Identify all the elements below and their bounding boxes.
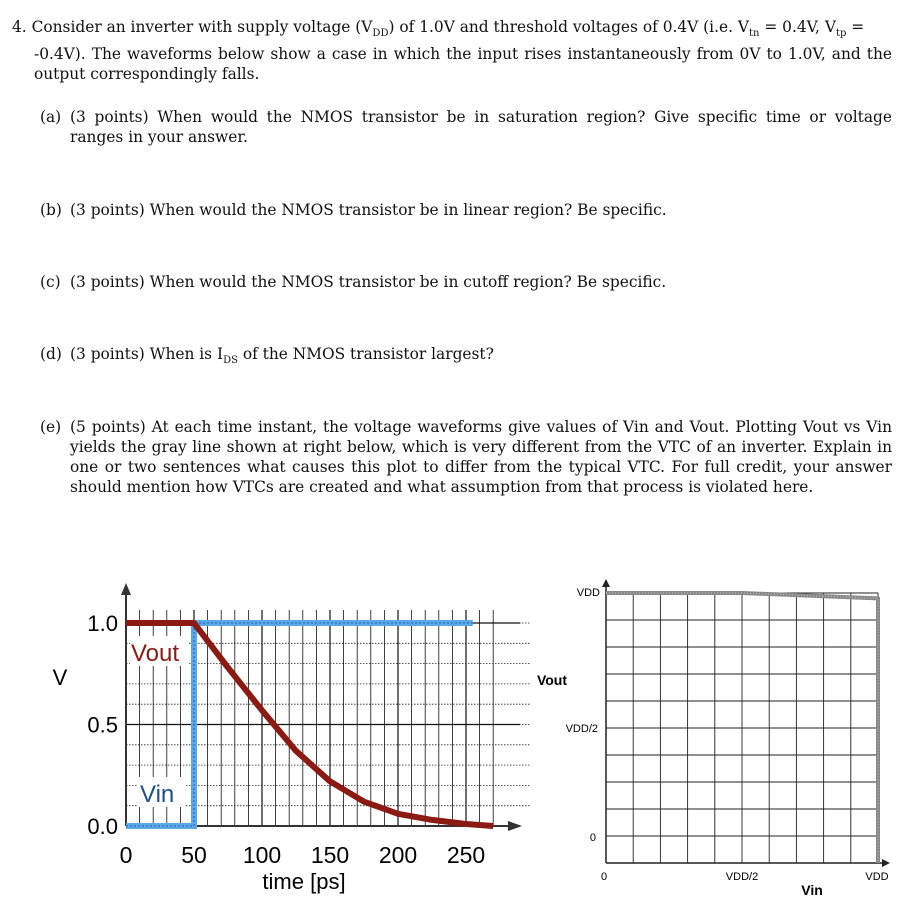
vtc-y-tick-label: VDD xyxy=(576,587,600,599)
vtc-y-tick-label: 0 xyxy=(589,832,596,844)
vtp-subscript: tp xyxy=(835,28,847,40)
vtc-y-axis-label: Vout xyxy=(536,672,568,688)
vtc-x-axis-label: Vin xyxy=(801,882,823,898)
vtc-x-arrow xyxy=(882,859,890,867)
vtp-eq: = xyxy=(846,18,865,36)
question-number: 4. xyxy=(12,18,27,36)
ids-subscript: DS xyxy=(223,355,238,367)
waveform-labels xyxy=(53,611,486,894)
part-c-label: (c) xyxy=(40,273,61,291)
vtc-labels xyxy=(537,587,889,898)
x-tick-label: 0 xyxy=(119,842,133,868)
part-a-label: (a) xyxy=(40,108,62,126)
part-e xyxy=(40,417,892,497)
y-tick-label: 1.0 xyxy=(87,611,118,636)
x-tick-label: 200 xyxy=(378,842,418,868)
part-d-label: (d) xyxy=(40,345,62,363)
vtc-axes xyxy=(602,579,890,867)
vtc-x-tick-label: 0 xyxy=(600,871,608,883)
part-e-label: (e) xyxy=(40,418,62,436)
question-4 xyxy=(12,17,892,84)
y-axis-label: V xyxy=(52,665,68,690)
vtn-eq: = 0.4V, V xyxy=(759,18,836,36)
vout-legend-label: Vout xyxy=(131,640,180,667)
part-b-text: (3 points) When would the NMOS transistor be in linear region? Be specific. xyxy=(70,201,667,219)
question-intro-rest: -0.4V). The waveforms below show a case in which the input rises instantaneously from 0V to 1.0V, and the output correspondingly falls. xyxy=(34,45,892,84)
vin-legend-label: Vin xyxy=(140,781,175,808)
x-tick-label: 250 xyxy=(446,842,486,868)
part-d xyxy=(40,344,892,371)
part-c xyxy=(40,272,892,292)
vtc-grid xyxy=(606,593,878,863)
vtc-x-tick-label: VDD xyxy=(865,871,889,883)
y-axis-arrow xyxy=(121,583,131,595)
vtc-x-tick-label: VDD/2 xyxy=(725,871,759,883)
vdd-subscript: DD xyxy=(372,28,389,40)
x-axis-arrow xyxy=(508,821,522,831)
vtc-chart xyxy=(530,575,910,905)
x-tick-label: 100 xyxy=(242,842,282,868)
question-intro-1b: ) of 1.0V and threshold voltages of 0.4V (i.e. V xyxy=(388,18,749,36)
part-d-text: (3 points) When is $I_{DS}$ of the NMOS transistor largest? xyxy=(70,345,494,367)
vtn-subscript: tn xyxy=(749,28,760,40)
y-tick-label: 0.5 xyxy=(87,712,118,738)
y-tick-label: 0.0 xyxy=(87,814,118,839)
question-intro-1: Consider an inverter with supply voltage (V xyxy=(31,18,373,36)
part-b xyxy=(40,200,892,220)
vtc-y-arrow xyxy=(602,579,610,587)
vtc-y-tick-label: VDD/2 xyxy=(565,723,598,735)
x-tick-label: 50 xyxy=(181,842,207,868)
part-a xyxy=(40,107,892,147)
waveform-chart xyxy=(30,575,530,905)
x-axis-label: time [ps] xyxy=(262,869,346,894)
part-a-text: (3 points) When would the NMOS transistor be in saturation region? Give specific time or voltage ranges in your answer. xyxy=(70,108,892,146)
x-tick-label: 150 xyxy=(310,842,350,868)
part-e-text: (5 points) At each time instant, the voltage waveforms give values of Vin and Vout. Plotting Vout vs Vin yields the gray line shown at right below, which is very different from the VTC of an inverter. Explain in one or two sentences what causes this plot to differ from the typical VTC. For full credit, your answer should mention how VTCs are created and what assumption from that process is violated here. xyxy=(70,418,892,496)
part-c-text: (3 points) When would the NMOS transistor be in cutoff region? Be specific. xyxy=(70,273,667,291)
part-b-label: (b) xyxy=(40,201,62,219)
